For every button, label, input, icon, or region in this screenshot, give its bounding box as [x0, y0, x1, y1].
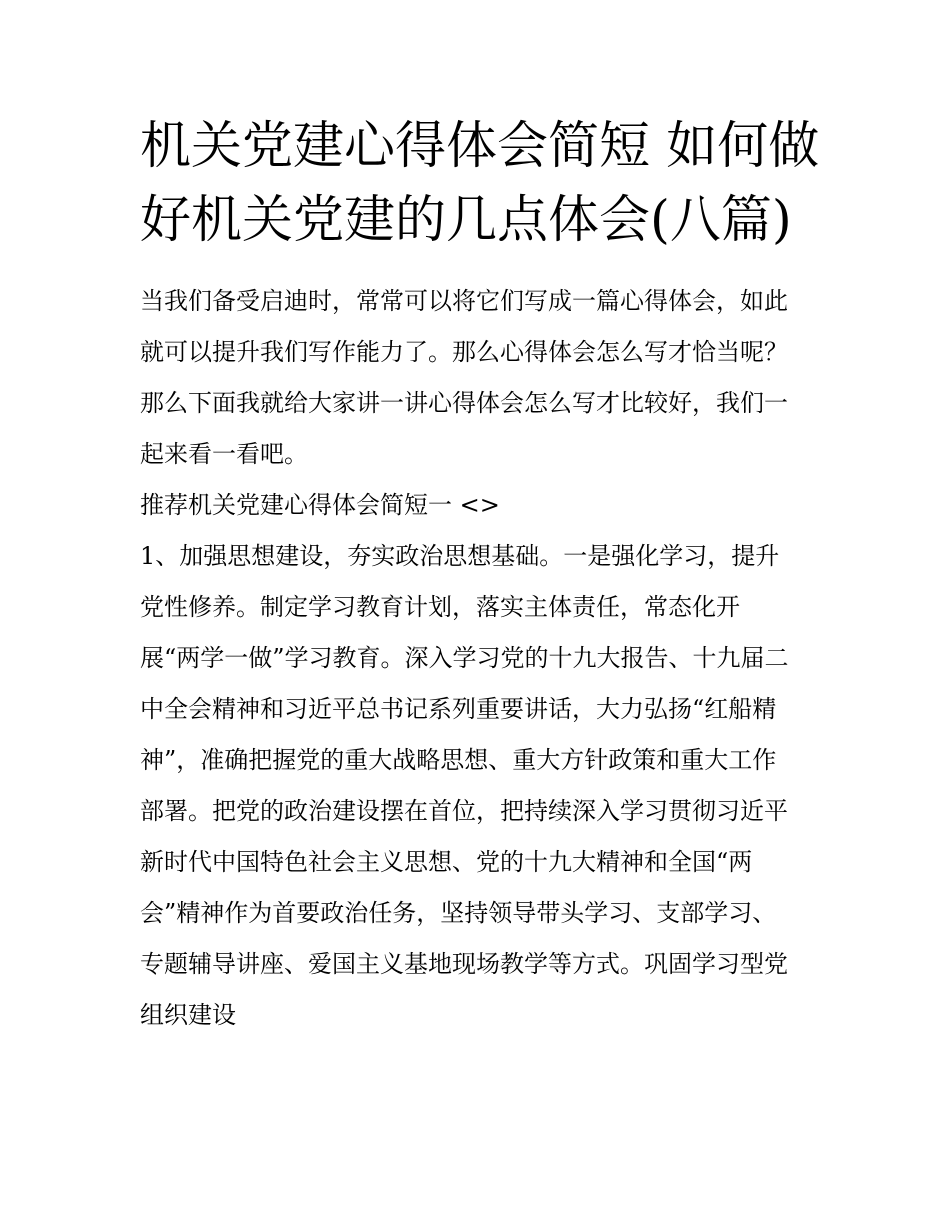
title-line-1: 机关党建心得体会简短 如何做 [140, 117, 820, 176]
section-line: 部署。把党的政治建设摆在首位，把持续深入学习贯彻习近平 [140, 797, 788, 825]
section-line: 专题辅导讲座、爱国主义基地现场教学等方式。巩固学习型党 [140, 950, 788, 978]
section-line: 展“两学一做”学习教育。深入学习党的十九大报告、十九届二 [140, 644, 789, 672]
section-line: 新时代中国特色社会主义思想、党的十九大精神和全国“两 [140, 848, 753, 876]
section-line: 神”，准确把握党的重大战略思想、重大方针政策和重大工作 [140, 746, 777, 774]
section-line: 1、加强思想建设，夯实政治思想基础。一是强化学习，提升 [140, 542, 780, 570]
intro-line: 那么下面我就给大家讲一讲心得体会怎么写才比较好，我们一 [140, 389, 788, 417]
document-body [140, 276, 830, 1041]
intro-line: 就可以提升我们写作能力了。那么心得体会怎么写才恰当呢？ [140, 338, 788, 366]
intro-line: 起来看一看吧。 [140, 440, 308, 468]
section-line: 组织建设 [140, 1001, 236, 1029]
section-line: 会”精神作为首要政治任务，坚持领导带头学习、支部学习、 [140, 899, 777, 927]
section-line: 党性修养。制定学习教育计划，落实主体责任，常态化开 [140, 593, 740, 621]
document-title [140, 110, 830, 258]
title-line-2: 好机关党建的几点体会(八篇) [140, 191, 792, 250]
intro-line: 当我们备受启迪时，常常可以将它们写成一篇心得体会，如此 [140, 287, 788, 315]
section-line: 中全会精神和习近平总书记系列重要讲话，大力弘扬“红船精 [140, 695, 777, 723]
section-heading: 推荐机关党建心得体会简短一 <> [140, 491, 500, 519]
